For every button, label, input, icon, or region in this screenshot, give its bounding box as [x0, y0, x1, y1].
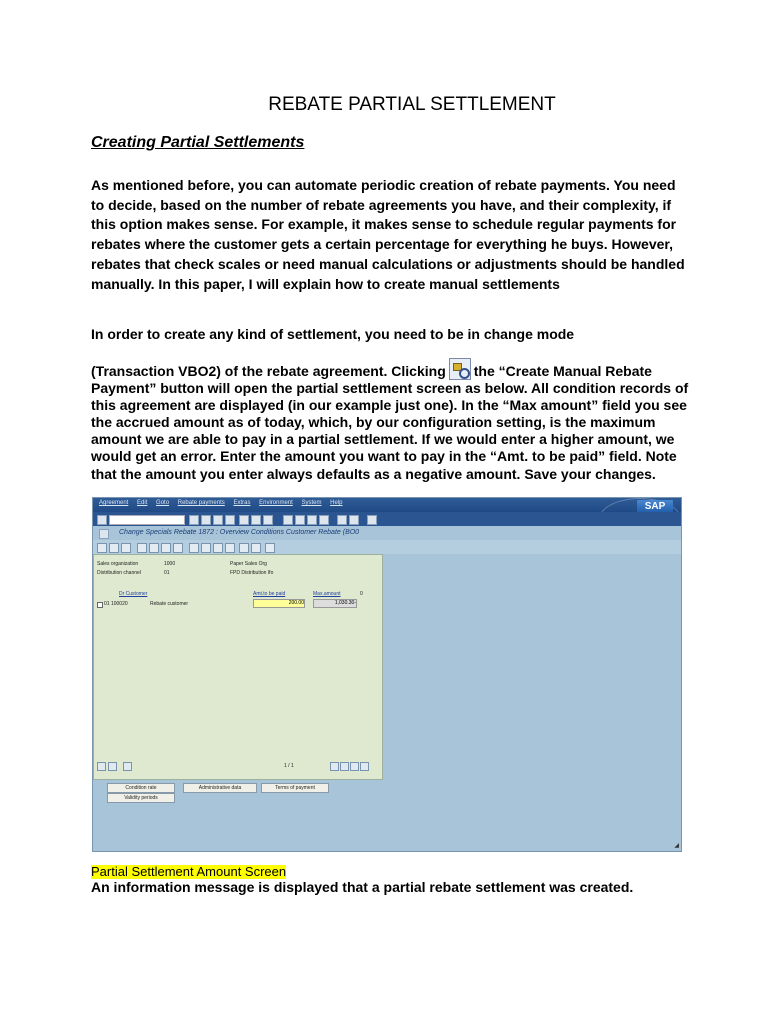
details-icon[interactable]: [97, 543, 107, 553]
find-icon[interactable]: [251, 515, 261, 525]
last-page-icon[interactable]: [319, 515, 329, 525]
table-select-icon[interactable]: [108, 762, 117, 771]
next-entry-icon[interactable]: [350, 762, 359, 771]
select-all-icon[interactable]: [109, 543, 119, 553]
sort-ascending-icon[interactable]: [137, 543, 147, 553]
administrative-data-button[interactable]: Administrative data: [183, 783, 257, 793]
sales-org-label: Sales organization: [97, 561, 139, 567]
table-settings-icon[interactable]: [97, 762, 106, 771]
enter-icon[interactable]: [97, 515, 107, 525]
sales-org-desc: Paper Sales Org: [230, 561, 267, 567]
total-icon[interactable]: [173, 543, 183, 553]
shortcut-icon[interactable]: [349, 515, 359, 525]
transaction-paragraph: [91, 358, 691, 483]
transaction-text-start: (Transaction VBO2) of the rebate agreement. Clicking: [91, 363, 446, 379]
sap-window-title: Change Specials Rebate 1872 : Overview Conditions Customer Rebate (BO0: [119, 529, 360, 536]
previous-entry-icon[interactable]: [340, 762, 349, 771]
menu-rebate-payments[interactable]: Rebate payments: [177, 500, 225, 506]
sap-work-area: [93, 554, 383, 780]
dist-channel-desc: FPD Distribution Ifo: [230, 570, 274, 576]
find-next-icon[interactable]: [263, 515, 273, 525]
rebate-payment-icon[interactable]: [251, 543, 261, 553]
column-max-value: 0: [360, 591, 363, 597]
sap-logo: SAP: [637, 500, 673, 514]
sap-menu-bar: [93, 498, 681, 512]
max-amount-field: 1,030.30-: [313, 599, 357, 608]
sort-descending-icon[interactable]: [149, 543, 159, 553]
menu-goto[interactable]: Goto: [156, 500, 170, 506]
layout-icon[interactable]: [213, 543, 223, 553]
menu-system[interactable]: System: [301, 500, 322, 506]
first-page-icon[interactable]: [283, 515, 293, 525]
row-select-checkbox[interactable]: [97, 602, 103, 608]
dist-channel-label: Distribution channel: [97, 570, 141, 576]
validity-periods-button[interactable]: Validity periods: [107, 793, 175, 803]
change-layout-icon[interactable]: [239, 543, 249, 553]
sap-menu: [99, 500, 350, 506]
last-entry-icon[interactable]: [360, 762, 369, 771]
sales-org-value: 1000: [164, 561, 176, 567]
menu-extras[interactable]: Extras: [233, 500, 251, 506]
row-customer: 01 100020: [104, 601, 128, 607]
cancel-icon[interactable]: [225, 515, 235, 525]
column-header-amt-paid[interactable]: Amt.to be paid: [253, 591, 286, 597]
exit-icon[interactable]: [213, 515, 223, 525]
create-manual-rebate-payment-icon: [449, 358, 471, 380]
intro-paragraph: As mentioned before, you can automate periodic creation of rebate payments. You need to decide, based on the number of rebate agreements you have, and their complexity, if this option makes sense. For example, it makes sense to schedule regular payments for rebates where the customer gets a certain percentage for everything he buys. However, rebates that check scales or need manual calculations or adjustments should be handled manually. In this paper, I will explain how to create manual settlements: [91, 177, 685, 292]
sap-application-toolbar: [93, 540, 681, 554]
rebate-agreement-icon: [99, 529, 109, 539]
change-mode-paragraph: In order to create any kind of settlement, you need to be in change mode: [91, 326, 575, 342]
dist-channel-value: 01: [164, 570, 170, 576]
menu-environment[interactable]: Environment: [259, 500, 293, 506]
section-heading: Creating Partial Settlements: [91, 134, 305, 151]
menu-help[interactable]: Help: [330, 500, 343, 506]
figure-caption: Partial Settlement Amount Screen: [91, 864, 287, 879]
closing-paragraph: An information message is displayed that a partial rebate settlement was created.: [91, 879, 634, 895]
other-icon[interactable]: [265, 543, 275, 553]
pagination-indicator: 1 / 1: [284, 763, 294, 769]
command-field[interactable]: [109, 515, 185, 525]
first-entry-icon[interactable]: [330, 762, 339, 771]
column-header-customer[interactable]: Dr Customer: [119, 591, 148, 597]
row-description: Rebate customer: [150, 601, 189, 607]
print-icon[interactable]: [239, 515, 249, 525]
help-icon[interactable]: [367, 515, 377, 525]
transaction-text-rest: the “Create Manual Rebate Payment” button will open the partial settlement screen as below. All condition records of this agreement are displayed (in our example just one). In the “Max amount” field you see the accrued amount as of today, which, by our configuration setting, is the maximum amount we are able to pay in a partial settlement. If we would enter a higher amount, we would get an error. Enter the amount you want to pay in the “Amt. to be paid” field. Note that the amount you enter always defaults as a negative amount. Save your changes.: [91, 363, 689, 482]
menu-agreement[interactable]: Agreement: [99, 500, 129, 506]
info-icon[interactable]: [189, 543, 199, 553]
filter-icon[interactable]: [161, 543, 171, 553]
condition-rate-button[interactable]: Condition rate: [107, 783, 175, 793]
menu-edit[interactable]: Edit: [137, 500, 148, 506]
resize-grip-icon[interactable]: ◢: [674, 843, 679, 849]
document-title: REBATE PARTIAL SETTLEMENT: [268, 94, 556, 115]
next-page-icon[interactable]: [307, 515, 317, 525]
export-icon[interactable]: [201, 543, 211, 553]
back-icon[interactable]: [201, 515, 211, 525]
deselect-all-icon[interactable]: [121, 543, 131, 553]
terms-of-payment-button[interactable]: Terms of payment: [261, 783, 329, 793]
new-session-icon[interactable]: [337, 515, 347, 525]
sap-title-bar: [93, 526, 681, 540]
sap-screenshot: [92, 497, 682, 852]
column-header-max-amount[interactable]: Max.amount: [313, 591, 341, 597]
save-icon[interactable]: [189, 515, 199, 525]
sap-standard-toolbar: [93, 512, 681, 526]
amount-to-be-paid-input[interactable]: 200.00: [253, 599, 305, 608]
table-deselect-icon[interactable]: [123, 762, 132, 771]
graphic-icon[interactable]: [225, 543, 235, 553]
previous-page-icon[interactable]: [295, 515, 305, 525]
